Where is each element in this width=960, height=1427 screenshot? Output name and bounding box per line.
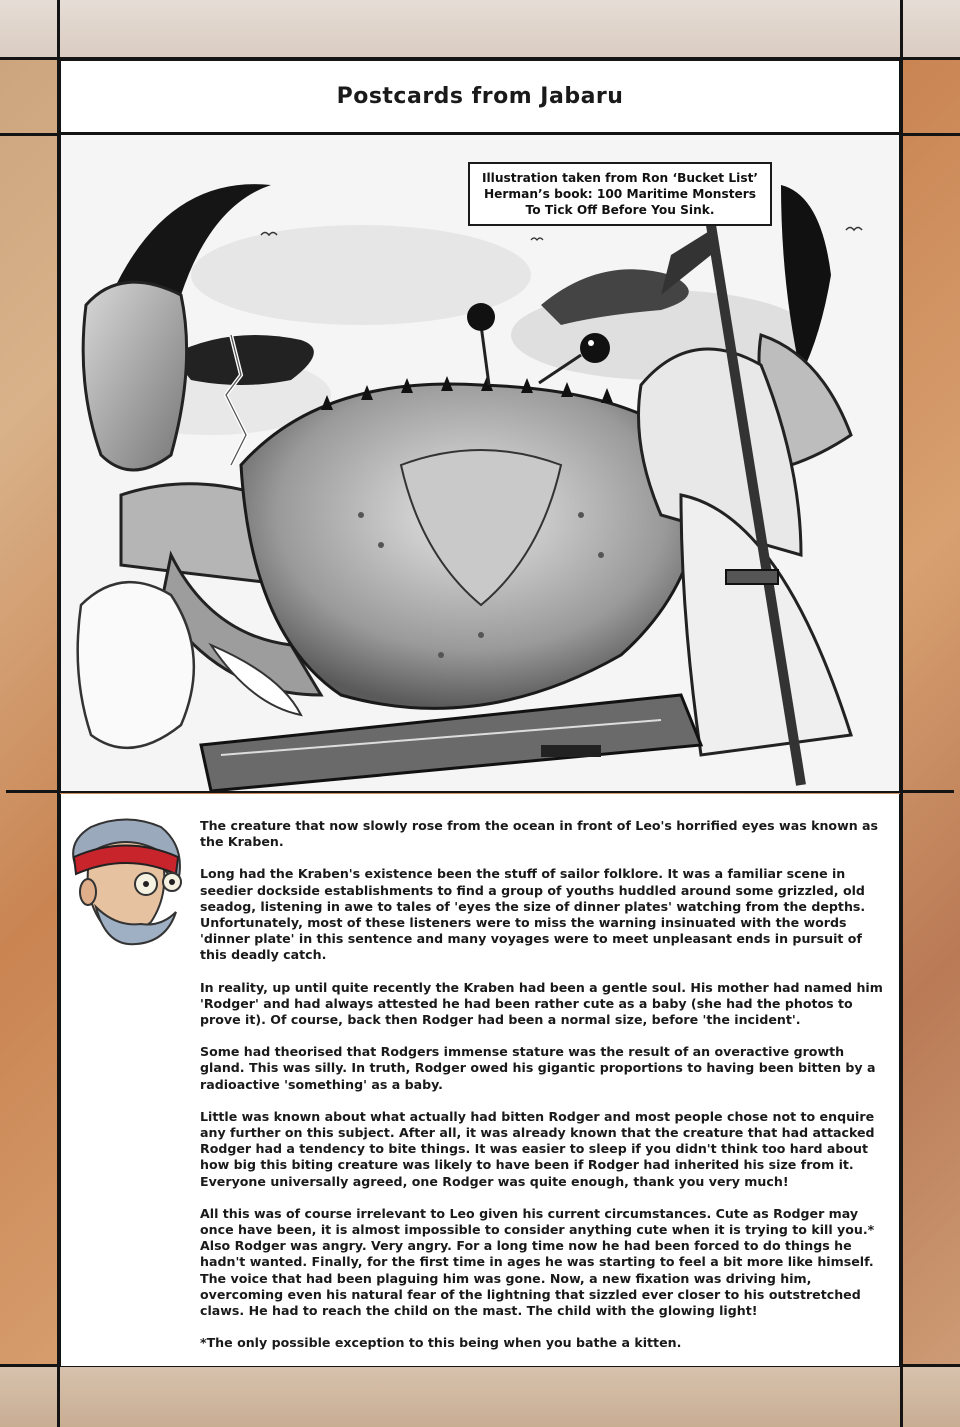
story-text xyxy=(200,818,890,1367)
giant-crab-illustration xyxy=(61,135,899,791)
story-paragraph-5: Little was known about what actually had bitten Rodger and most people chose not to enquire any further on this subject. After all, it was already known that the creature that had attacked Rodger had a tendency to bite things. It was easier to sleep if you didn't think too hard about how big this biting creature was likely to have been if Rodger had inherited his size from it. Everyone universally agreed, one Rodger was quite enough, thank you very much! xyxy=(200,1108,875,1189)
old-seadog-portrait-icon xyxy=(66,812,190,952)
story-paragraph-6: All this was of course irrelevant to Leo given his current circumstances. Cute as Rodger may once have been, it is almost impossible to consider anything cute when it is trying to kill you.* Also Rodger was angry. Very angry. For a long time now he had been forced to do things he hadn't wanted. Finally, for the first time in ages he was starting to feel a bit more like himself. The voice that had been plaguing him was gone. Now, a new fixation was driving him, overcoming even his natural fear of the lightning that sizzled ever closer to his outstretched claws. He had to reach the child on the mast. The child with the glowing light! xyxy=(200,1205,875,1319)
story-paragraph-1: The creature that now slowly rose from the ocean in front of Leo's horrified eyes was known as the Kraben. xyxy=(200,818,879,850)
title-panel xyxy=(58,58,902,135)
story-paragraph-3: In reality, up until quite recently the Kraben had been a gentle soul. His mother had named him 'Rodger' and had always attested he had been rather cute as a baby (she had the photos to prove it). Of course, back then Rodger had been a normal size, before 'the incident'. xyxy=(200,979,883,1028)
story-paragraph-4: Some had theorised that Rodgers immense stature was the result of an overactive growth gland. This was silly. In truth, Rodger owed his gigantic proportions to having been bitten by a radioactive 'something' as a baby. xyxy=(200,1044,876,1092)
background-top xyxy=(0,0,960,60)
page-title: Postcards from Jabaru xyxy=(336,84,624,109)
story-footnote: *The only possible exception to this being when you bathe a kitten. xyxy=(200,1335,682,1351)
background-bottom xyxy=(0,1366,960,1427)
story-paragraph-2: Long had the Kraben's existence been the stuff of sailor folklore. It was a familiar scene in seedier dockside establishments to find a group of youths huddled around some grizzled, old seadog, listening in awe to tales of 'eyes the size of dinner plates' watching from the depths. Unfortunately, most of these listeners were to miss the warning insinuated with the words 'dinner plate' in this sentence and many voyages were to meet unpleasant ends in pursuit of this deadly catch. xyxy=(200,866,866,963)
illustration-panel xyxy=(58,135,902,791)
illustration-caption: Illustration taken from Ron ‘Bucket List’ Herman’s book: 100 Maritime Monsters To Tick Off Before You Sink. xyxy=(468,162,772,226)
